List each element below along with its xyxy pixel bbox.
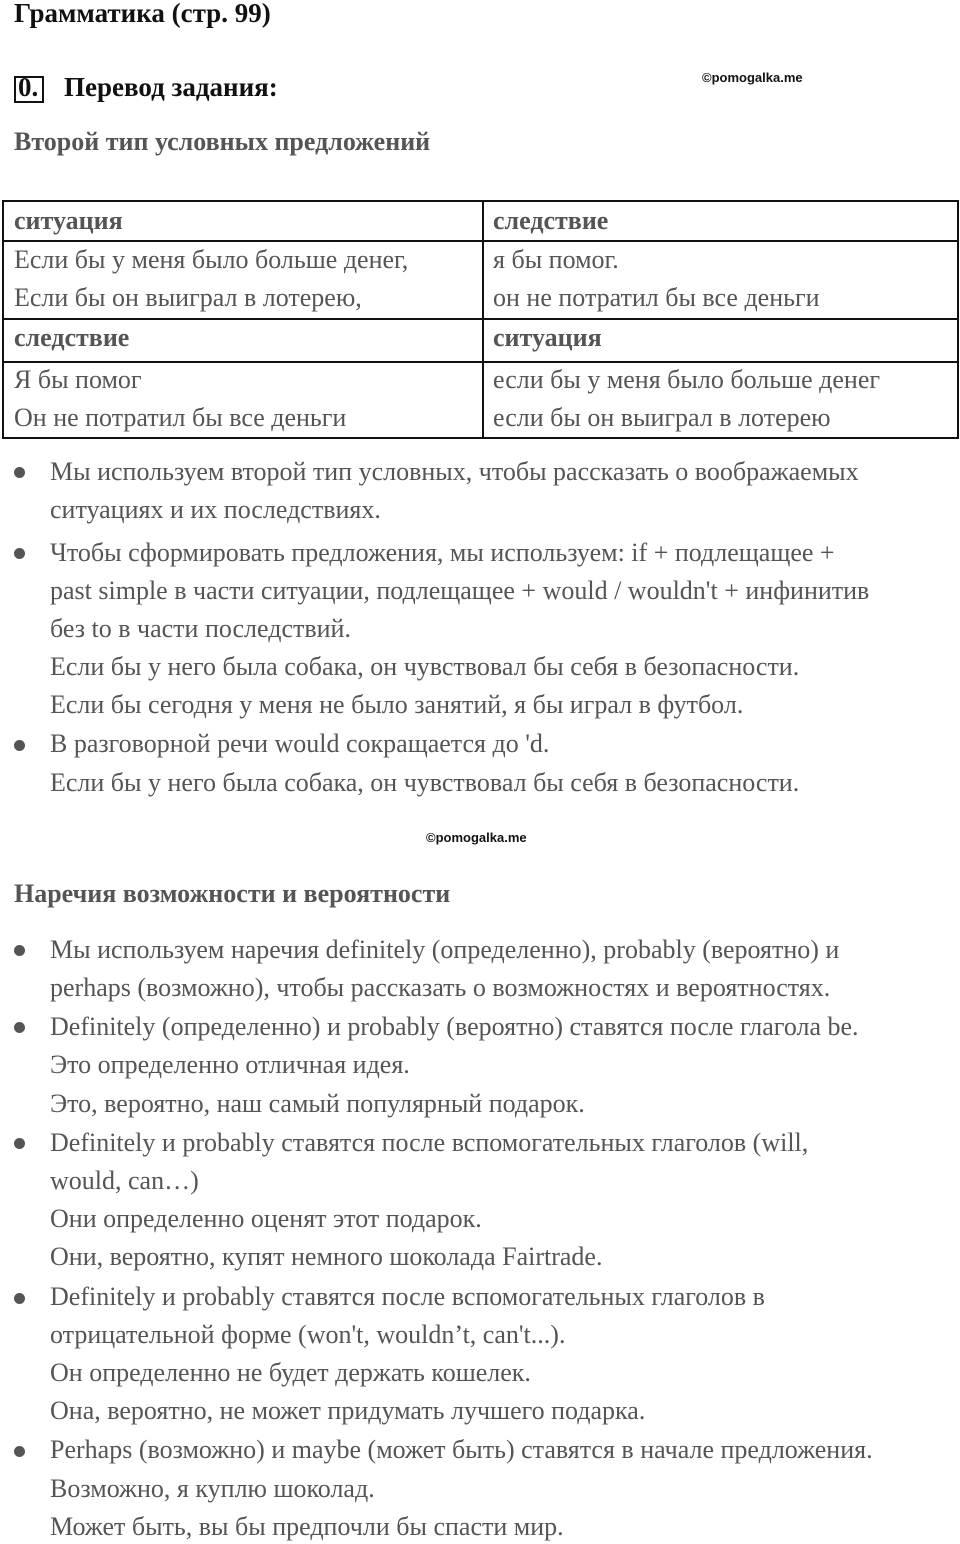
bullet-text: Perhaps (возможно) и maybe (может быть) ставятся в начале предложения. [50,1435,873,1464]
table-cell [14,361,346,437]
bullet-icon [14,1446,25,1457]
table-cell-line: он не потратил бы все деньги [493,283,820,312]
task-number: 0. [18,72,39,102]
bullet-icon [14,1293,25,1304]
bullet-icon [14,1022,25,1033]
bullet-icon [14,467,25,478]
bullet-text: ситуациях и их последствиях. [50,495,381,524]
example-text: Это, вероятно, наш самый популярный подарок. [50,1089,585,1118]
table-cell-line: я бы помог. [493,245,619,274]
bullet-text: Чтобы сформировать предложения, мы используем: if + подлещащее + [50,538,835,567]
table-cell-line: Если бы он выиграл в лотерею, [14,283,362,312]
bullet-text: Мы используем второй тип условных, чтобы рассказать о воображаемых [50,457,859,486]
section-heading-adverbs: Наречия возможности и вероятности [14,879,451,908]
example-text: Они определенно оценят этот подарок. [50,1204,482,1233]
table-divider [4,318,957,320]
table-header-consequence: следствие [493,206,609,235]
table-cell [493,361,880,437]
bullet-text: Definitely (определенно) и probably (вероятно) ставятся после глагола be. [50,1012,859,1041]
task-heading: Перевод задания: [64,72,278,102]
example-text: Если бы сегодня у меня не было занятий, я бы играл в футбол. [50,690,744,719]
example-text: Он определенно не будет держать кошелек. [50,1358,531,1387]
table-cell-line: если бы у меня было больше денег [493,365,881,394]
table-header-consequence: следствие [14,323,130,352]
bullet-icon [14,1138,25,1149]
bullet-text: В разговорной речи would сокращается до 'd. [50,729,550,758]
watermark: ©pomogalka.me [426,830,527,845]
table-cell-line: Я бы помог [14,365,142,394]
table-cell-line: Он не потратил бы все деньги [14,403,347,432]
example-text: Возможно, я куплю шоколад. [50,1474,375,1503]
bullet-icon [14,945,25,956]
bullet-text: без to в части последствий. [50,614,351,643]
table-cell [14,241,408,317]
example-text: Она, вероятно, не может придумать лучшего подарка. [50,1396,646,1425]
example-text: Если бы у него была собака, он чувствовал бы себя в безопасности. [50,652,800,681]
table-header-situation: ситуация [493,323,602,352]
example-text: Они, вероятно, купят немного шоколада Fairtrade. [50,1242,603,1271]
bullet-icon [14,548,25,559]
table-cell [493,241,820,317]
watermark: ©pomogalka.me [702,70,803,85]
example-text: Если бы у него была собака, он чувствовал бы себя в безопасности. [50,768,800,797]
bullet-icon [14,740,25,751]
table-cell-line: если бы он выиграл в лотерею [493,403,831,432]
bullet-text: past simple в части ситуации, подлещащее + would / wouldn't + инфинитив [50,576,870,605]
page-title: Грамматика (стр. 99) [14,0,271,28]
table-cell-line: Если бы у меня было больше денег, [14,245,409,274]
section-heading-conditionals: Второй тип условных предложений [14,127,431,156]
bullet-text: Мы используем наречия definitely (определенно), probably (вероятно) и [50,935,840,964]
example-text: Может быть, вы бы предпочли бы спасти мир. [50,1512,564,1541]
bullet-text: отрицательной форме (won't, wouldn’t, can't...). [50,1320,566,1349]
example-text: Это определенно отличная идея. [50,1050,410,1079]
bullet-text: perhaps (возможно), чтобы рассказать о возможностях и вероятностях. [50,973,831,1002]
bullet-text: Definitely и probably ставятся после вспомогательных глаголов в [50,1282,765,1311]
bullet-text: Definitely и probably ставятся после вспомогательных глаголов (will, [50,1128,809,1157]
table-header-situation: ситуация [14,206,123,235]
conditionals-table [2,200,959,439]
bullet-text: would, can…) [50,1166,199,1195]
